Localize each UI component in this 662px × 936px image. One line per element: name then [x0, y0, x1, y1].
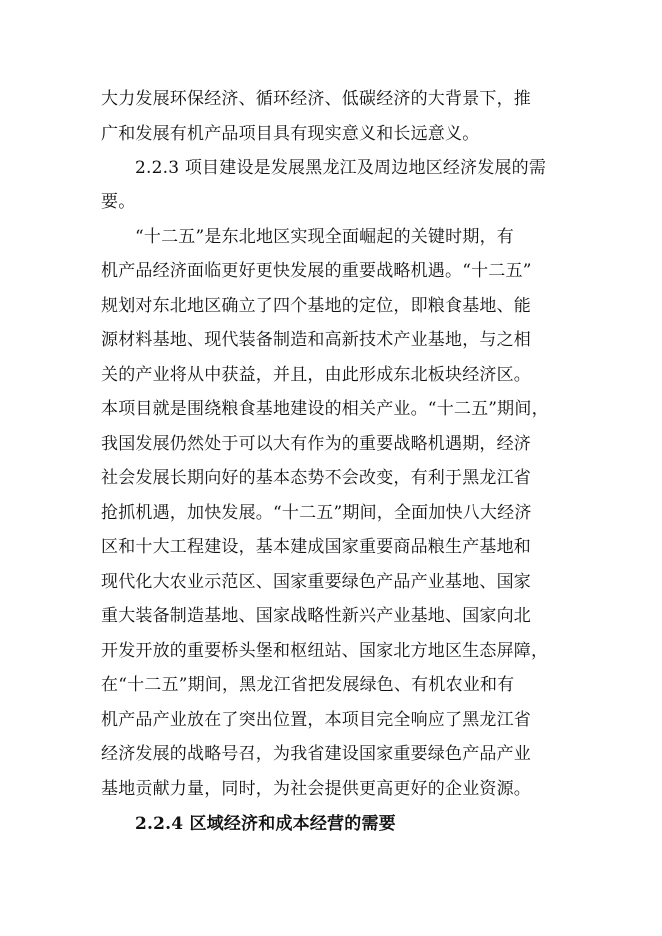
section-heading-2-2-3: 2.2.3 项目建设是发展黑龙江及周边地区经济发展的需: [135, 158, 547, 178]
text-line: 在“十二五”期间，黑龙江省把发展绿色、有机农业和有: [101, 675, 515, 695]
text-line: 广和发展有机产品项目具有现实意义和长远意义。: [101, 124, 480, 144]
text-line: 要。: [101, 192, 136, 212]
text-line: 规划对东北地区确立了四个基地的定位，即粮食基地、能: [101, 296, 531, 316]
text-line: 关的产业将从中获益，并且，由此形成东北板块经济区。: [101, 365, 531, 385]
text-line: 区和十大工程建设，基本建成国家重要商品粮生产基地和: [101, 537, 531, 557]
text-line: 大力发展环保经济、循环经济、低碳经济的大背景下，推: [101, 89, 531, 109]
text-line: 我国发展仍然处于可以大有作为的重要战略机遇期，经济: [101, 434, 531, 454]
text-line: 开发开放的重要桥头堡和枢纽站、国家北方地区生态屏障，: [101, 641, 549, 661]
text-line: 重大装备制造基地、国家战略性新兴产业基地、国家向北: [101, 606, 531, 626]
text-line: 机产品经济面临更好更快发展的重要战略机遇。“十二五”: [101, 261, 532, 281]
text-line: 社会发展长期向好的基本态势不会改变，有利于黑龙江省: [101, 468, 531, 488]
text-line: 经济发展的战略号召，为我省建设国家重要绿色产品产业: [101, 744, 531, 764]
text-line: 基地贡献力量，同时，为社会提供更高更好的企业资源。: [101, 779, 531, 799]
text-line: 抢抓机遇，加快发展。“十二五”期间，全面加快八大经济: [101, 503, 532, 523]
text-line: 机产品产业放在了突出位置，本项目完全响应了黑龙江省: [101, 710, 531, 730]
text-line: 现代化大农业示范区、国家重要绿色产品产业基地、国家: [101, 572, 531, 592]
section-heading-2-2-4: 2.2.4 区域经济和成本经营的需要: [135, 814, 396, 834]
text-line: 本项目就是围绕粮食基地建设的相关产业。“十二五”期间，: [101, 399, 549, 419]
text-line: 源材料基地、现代装备制造和高新技术产业基地，与之相: [101, 330, 531, 350]
paragraph-first-line: “十二五”是东北地区实现全面崛起的关键时期，有: [135, 227, 514, 247]
